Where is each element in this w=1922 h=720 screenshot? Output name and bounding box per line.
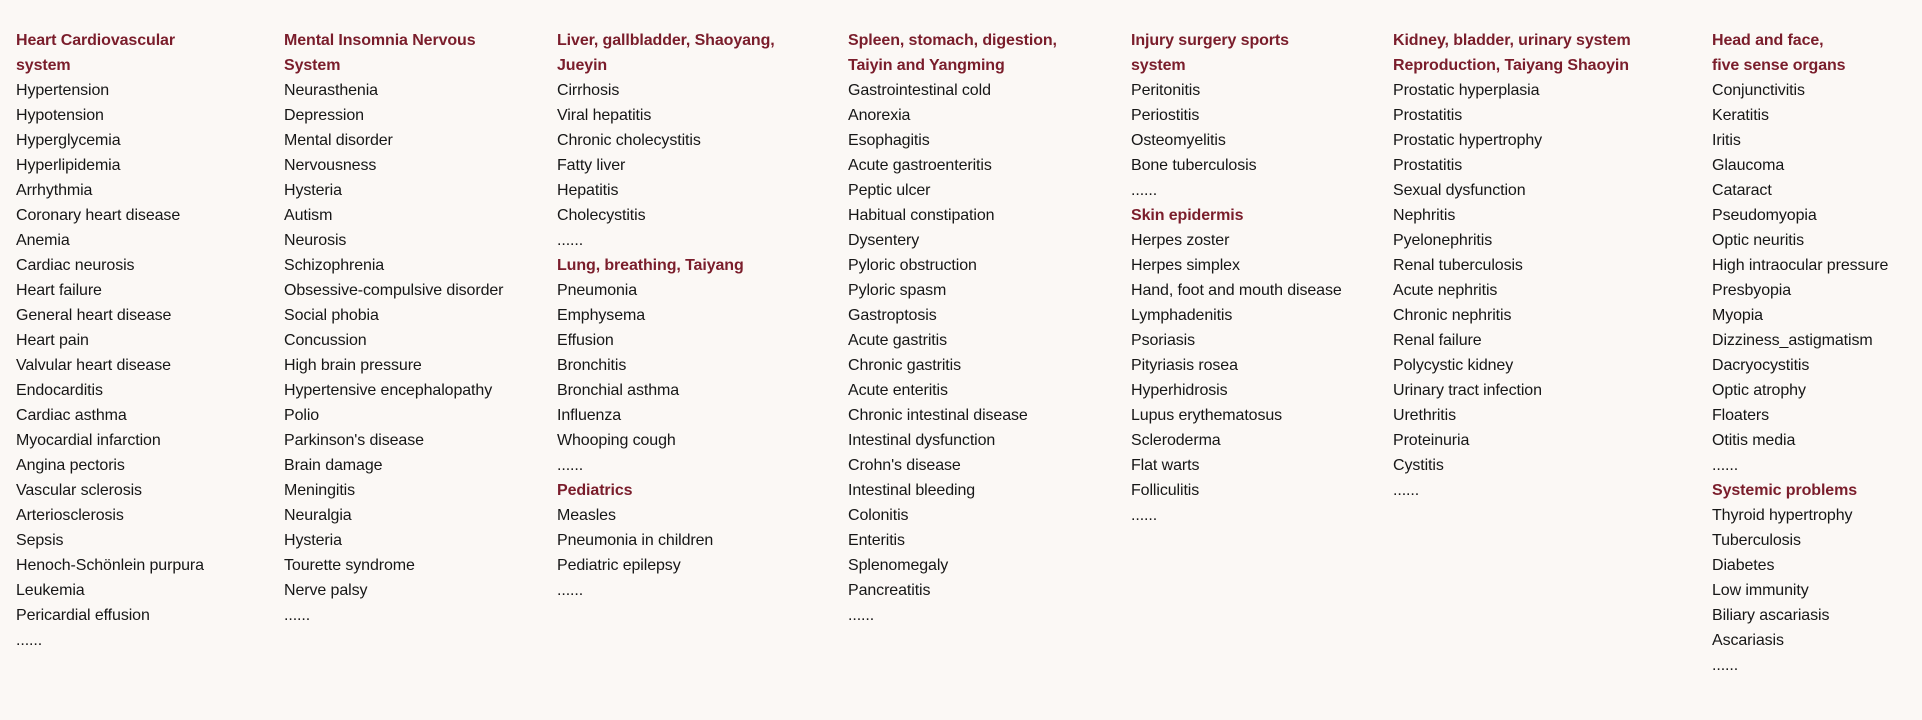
section-heading: Liver, gallbladder, Shaoyang, xyxy=(557,32,775,49)
condition-item: Hypotension xyxy=(16,107,104,124)
condition-item: Tuberculosis xyxy=(1712,532,1801,549)
condition-item: Heart failure xyxy=(16,282,102,299)
condition-item: Vascular sclerosis xyxy=(16,482,142,499)
condition-item: Psoriasis xyxy=(1131,332,1196,349)
category-column-3 xyxy=(557,28,837,603)
condition-item: Chronic cholecystitis xyxy=(557,132,701,149)
condition-item: Lupus erythematosus xyxy=(1131,407,1283,424)
condition-item: Urethritis xyxy=(1393,407,1457,424)
condition-item: Hand, foot and mouth disease xyxy=(1131,282,1342,299)
condition-item: Optic neuritis xyxy=(1712,232,1804,249)
category-column-6 xyxy=(1393,28,1683,503)
section-heading: Lung, breathing, Taiyang xyxy=(557,257,744,274)
condition-item: Meningitis xyxy=(284,482,356,499)
condition-item: Folliculitis xyxy=(1131,482,1200,499)
section-heading: Skin epidermis xyxy=(1131,207,1244,224)
condition-item: Prostatic hyperplasia xyxy=(1393,82,1540,99)
condition-item: Measles xyxy=(557,507,616,524)
condition-item: Pneumonia in children xyxy=(557,532,714,549)
condition-item: Chronic nephritis xyxy=(1393,307,1512,324)
category-column-2 xyxy=(284,28,554,628)
section-heading: Mental Insomnia Nervous xyxy=(284,32,476,49)
condition-item: Emphysema xyxy=(557,307,646,324)
condition-item: Renal failure xyxy=(1393,332,1482,349)
condition-item: Pyloric obstruction xyxy=(848,257,977,274)
condition-item: Hypertension xyxy=(16,82,110,99)
condition-item: Chronic gastritis xyxy=(848,357,962,374)
condition-item: Conjunctivitis xyxy=(1712,82,1805,99)
condition-item: Valvular heart disease xyxy=(16,357,171,374)
condition-item: Myopia xyxy=(1712,307,1763,324)
condition-item: Scleroderma xyxy=(1131,432,1221,449)
condition-item: Gastroptosis xyxy=(848,307,937,324)
condition-item: Hypertensive encephalopathy xyxy=(284,382,493,399)
condition-item: ...... xyxy=(1712,657,1739,674)
category-section xyxy=(1131,28,1371,203)
condition-item: Nervousness xyxy=(284,157,377,174)
condition-item: Neurasthenia xyxy=(284,82,378,99)
condition-item: Splenomegaly xyxy=(848,557,949,574)
condition-item: Intestinal bleeding xyxy=(848,482,976,499)
condition-item: Floaters xyxy=(1712,407,1769,424)
section-heading: System xyxy=(284,57,341,74)
condition-item: Colonitis xyxy=(848,507,909,524)
condition-item: High brain pressure xyxy=(284,357,422,374)
condition-item: Schizophrenia xyxy=(284,257,385,274)
condition-item: Bronchitis xyxy=(557,357,627,374)
condition-item: Prostatic hypertrophy xyxy=(1393,132,1543,149)
condition-item: Effusion xyxy=(557,332,614,349)
condition-item: Iritis xyxy=(1712,132,1741,149)
condition-item: Cystitis xyxy=(1393,457,1444,474)
condition-item: Cardiac neurosis xyxy=(16,257,135,274)
section-heading: Heart Cardiovascular xyxy=(16,32,175,49)
condition-item: Peptic ulcer xyxy=(848,182,931,199)
condition-item: Parkinson's disease xyxy=(284,432,424,449)
category-section xyxy=(284,28,554,628)
section-heading: Jueyin xyxy=(557,57,608,74)
condition-item: Arteriosclerosis xyxy=(16,507,124,524)
condition-item: Gastrointestinal cold xyxy=(848,82,991,99)
condition-item: Nephritis xyxy=(1393,207,1456,224)
condition-item: Herpes zoster xyxy=(1131,232,1230,249)
condition-item: Cholecystitis xyxy=(557,207,646,224)
condition-item: ...... xyxy=(284,607,311,624)
condition-item: ...... xyxy=(557,232,584,249)
condition-item: Prostatitis xyxy=(1393,107,1463,124)
condition-item: Influenza xyxy=(557,407,622,424)
condition-item: Otitis media xyxy=(1712,432,1796,449)
category-section xyxy=(1131,203,1371,528)
category-section xyxy=(848,28,1118,628)
condition-item: Esophagitis xyxy=(848,132,930,149)
condition-item: Cardiac asthma xyxy=(16,407,127,424)
category-section xyxy=(557,478,837,603)
condition-item: Hysteria xyxy=(284,182,342,199)
condition-item: Acute gastroenteritis xyxy=(848,157,992,174)
section-heading: Injury surgery sports xyxy=(1131,32,1289,49)
condition-item: Pyelonephritis xyxy=(1393,232,1493,249)
condition-item: Social phobia xyxy=(284,307,379,324)
condition-item: Acute enteritis xyxy=(848,382,948,399)
section-heading: system xyxy=(16,57,71,74)
condition-item: Presbyopia xyxy=(1712,282,1792,299)
section-heading: five sense organs xyxy=(1712,57,1846,74)
condition-item: Low immunity xyxy=(1712,582,1809,599)
condition-item: Anorexia xyxy=(848,107,911,124)
condition-item: General heart disease xyxy=(16,307,172,324)
condition-item: Diabetes xyxy=(1712,557,1775,574)
condition-item: Hepatitis xyxy=(557,182,619,199)
condition-item: Arrhythmia xyxy=(16,182,93,199)
condition-item: Coronary heart disease xyxy=(16,207,181,224)
condition-item: Pityriasis rosea xyxy=(1131,357,1238,374)
condition-item: Polio xyxy=(284,407,320,424)
condition-item: Neuralgia xyxy=(284,507,352,524)
condition-item: Hyperlipidemia xyxy=(16,157,121,174)
condition-item: Crohn's disease xyxy=(848,457,961,474)
condition-item: Obsessive-compulsive disorder xyxy=(284,282,504,299)
condition-item: Keratitis xyxy=(1712,107,1769,124)
condition-item: Autism xyxy=(284,207,333,224)
condition-item: Osteomyelitis xyxy=(1131,132,1226,149)
section-heading: system xyxy=(1131,57,1186,74)
condition-item: Angina pectoris xyxy=(16,457,125,474)
condition-item: Hyperglycemia xyxy=(16,132,121,149)
condition-item: Herpes simplex xyxy=(1131,257,1240,274)
section-heading: Head and face, xyxy=(1712,32,1824,49)
condition-item: Periostitis xyxy=(1131,107,1200,124)
category-section xyxy=(1712,478,1912,678)
condition-item: Habitual constipation xyxy=(848,207,995,224)
condition-item: Myocardial infarction xyxy=(16,432,161,449)
condition-item: Pancreatitis xyxy=(848,582,931,599)
category-section xyxy=(557,253,837,478)
category-section xyxy=(16,28,266,653)
condition-item: Pseudomyopia xyxy=(1712,207,1817,224)
condition-item: Tourette syndrome xyxy=(284,557,415,574)
condition-item: ...... xyxy=(557,457,584,474)
condition-item: Flat warts xyxy=(1131,457,1200,474)
condition-item: Proteinuria xyxy=(1393,432,1470,449)
condition-item: Dizziness_astigmatism xyxy=(1712,332,1873,349)
condition-item: Pericardial effusion xyxy=(16,607,150,624)
category-section xyxy=(1712,28,1912,478)
condition-item: ...... xyxy=(16,632,43,649)
condition-item: Bronchial asthma xyxy=(557,382,680,399)
section-heading: Kidney, bladder, urinary system xyxy=(1393,32,1631,49)
condition-item: Anemia xyxy=(16,232,70,249)
condition-item: ...... xyxy=(848,607,875,624)
condition-item: Pyloric spasm xyxy=(848,282,947,299)
category-column-4 xyxy=(848,28,1118,628)
condition-item: Hysteria xyxy=(284,532,342,549)
condition-item: Glaucoma xyxy=(1712,157,1785,174)
condition-item: Enteritis xyxy=(848,532,905,549)
condition-item: High intraocular pressure xyxy=(1712,257,1889,274)
condition-item: Biliary ascariasis xyxy=(1712,607,1830,624)
condition-item: Urinary tract infection xyxy=(1393,382,1542,399)
condition-item: Prostatitis xyxy=(1393,157,1463,174)
condition-item: Optic atrophy xyxy=(1712,382,1806,399)
condition-item: Viral hepatitis xyxy=(557,107,652,124)
section-heading: Reproduction, Taiyang Shaoyin xyxy=(1393,57,1629,74)
condition-item: ...... xyxy=(1131,507,1158,524)
condition-item: Concussion xyxy=(284,332,367,349)
condition-item: Pneumonia xyxy=(557,282,638,299)
condition-item: Heart pain xyxy=(16,332,89,349)
condition-item: Henoch-Schönlein purpura xyxy=(16,557,204,574)
condition-item: ...... xyxy=(557,582,584,599)
condition-item: Cataract xyxy=(1712,182,1772,199)
section-heading: Spleen, stomach, digestion, xyxy=(848,32,1057,49)
condition-item: Renal tuberculosis xyxy=(1393,257,1523,274)
condition-item: Nerve palsy xyxy=(284,582,368,599)
condition-item: Mental disorder xyxy=(284,132,393,149)
condition-item: Leukemia xyxy=(16,582,85,599)
section-heading: Pediatrics xyxy=(557,482,633,499)
condition-item: Sepsis xyxy=(16,532,64,549)
condition-item: Dacryocystitis xyxy=(1712,357,1810,374)
condition-item: Polycystic kidney xyxy=(1393,357,1514,374)
condition-item: Cirrhosis xyxy=(557,82,620,99)
condition-item: Dysentery xyxy=(848,232,920,249)
condition-item: Whooping cough xyxy=(557,432,676,449)
category-section xyxy=(1393,28,1683,503)
condition-item: Acute gastritis xyxy=(848,332,947,349)
category-column-5 xyxy=(1131,28,1371,528)
condition-item: Neurosis xyxy=(284,232,347,249)
condition-item: Acute nephritis xyxy=(1393,282,1498,299)
condition-item: Bone tuberculosis xyxy=(1131,157,1257,174)
condition-item: Brain damage xyxy=(284,457,383,474)
category-section xyxy=(557,28,837,253)
condition-item: Ascariasis xyxy=(1712,632,1784,649)
condition-item: ...... xyxy=(1712,457,1739,474)
condition-item: ...... xyxy=(1131,182,1158,199)
condition-item: Chronic intestinal disease xyxy=(848,407,1028,424)
section-heading: Systemic problems xyxy=(1712,482,1858,499)
condition-item: Hyperhidrosis xyxy=(1131,382,1228,399)
condition-item: Fatty liver xyxy=(557,157,626,174)
condition-item: Pediatric epilepsy xyxy=(557,557,681,574)
condition-item: Sexual dysfunction xyxy=(1393,182,1526,199)
condition-item: Thyroid hypertrophy xyxy=(1712,507,1853,524)
condition-item: Peritonitis xyxy=(1131,82,1201,99)
category-column-7 xyxy=(1712,28,1912,678)
condition-item: Intestinal dysfunction xyxy=(848,432,996,449)
section-heading: Taiyin and Yangming xyxy=(848,57,1005,74)
condition-item: Lymphadenitis xyxy=(1131,307,1233,324)
condition-item: Endocarditis xyxy=(16,382,103,399)
condition-item: Depression xyxy=(284,107,364,124)
condition-item: ...... xyxy=(1393,482,1420,499)
category-column-1 xyxy=(16,28,266,653)
